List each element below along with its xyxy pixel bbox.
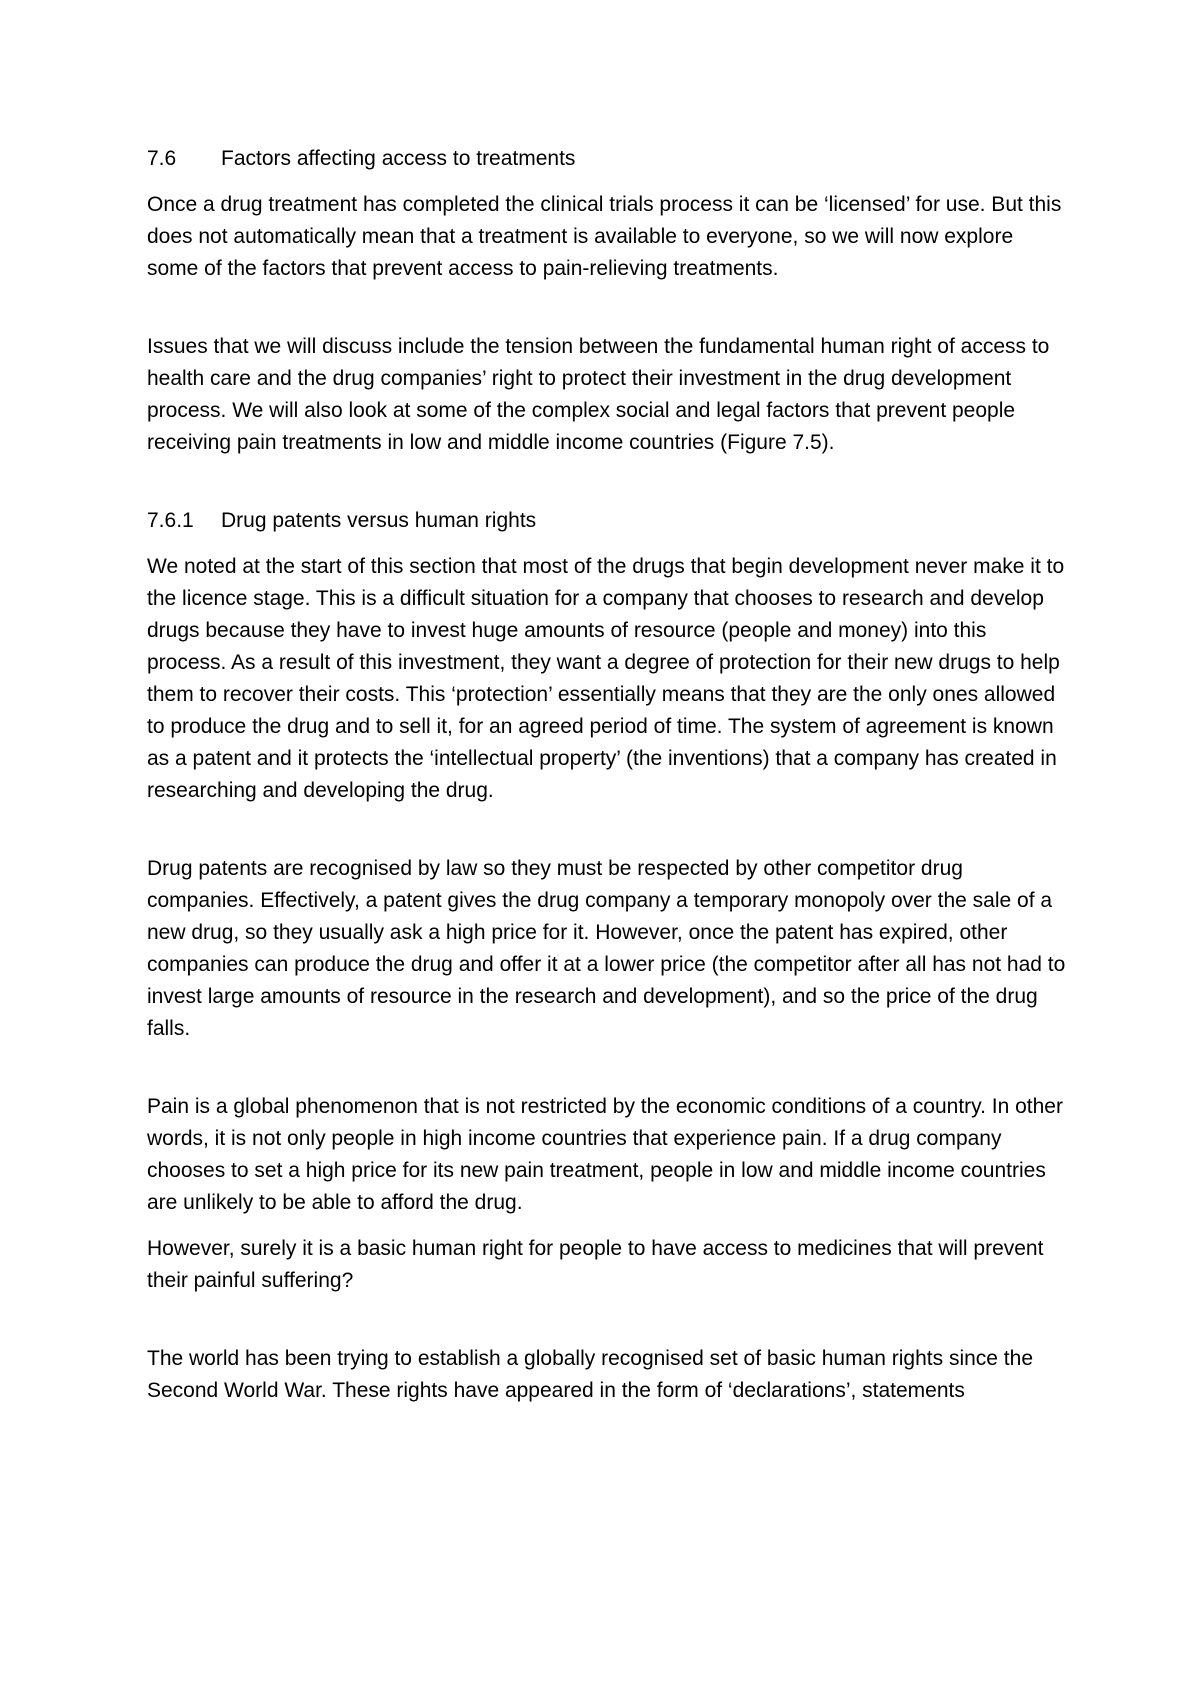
subsection-title: Drug patents versus human rights xyxy=(221,509,537,532)
body-paragraph: We noted at the start of this section that most of the drugs that begin development never make it to the licence stage. This is a difficult situation for a company that chooses to research and develop drugs because they have to invest huge amounts of resource (people and money) into this process. As a result of this investment, they want a degree of protection for their new drugs to help them to recover their costs. This ‘protection’ essentially means that they are the only ones allowed to produce the drug and to sell it, for an agreed period of time. The system of agreement is known as a patent and it protects the ‘intellectual property’ (the inventions) that a company has created in researching and developing the drug. xyxy=(147,555,1065,802)
body-paragraph: However, surely it is a basic human right for people to have access to medicines that will prevent their painful suffering? xyxy=(147,1237,1044,1292)
section-title: Factors affecting access to treatments xyxy=(221,147,576,170)
subsection-heading xyxy=(147,505,1067,537)
section-heading xyxy=(147,143,1067,175)
section-number: 7.6 xyxy=(147,147,177,170)
body-paragraph: Drug patents are recognised by law so they must be respected by other competitor drug companies. Effectively, a patent gives the drug company a temporary monopoly over the sale of a new drug, so they usually ask a high price for it. However, once the patent has expired, other companies can produce the drug and offer it at a lower price (the competitor after all has not had to invest large amounts of resource in the research and development), and so the price of the drug falls. xyxy=(147,857,1066,1040)
document-content xyxy=(147,143,1067,1407)
subsection-number: 7.6.1 xyxy=(147,509,194,532)
intro-paragraph: Issues that we will discuss include the tension between the fundamental human right of access to health care and the drug companies’ right to protect their investment in the drug development process. We will also look at some of the complex social and legal factors that prevent people receiving pain treatments in low and middle income countries (Figure 7.5). xyxy=(147,335,1050,454)
intro-paragraph: Once a drug treatment has completed the clinical trials process it can be ‘licensed’ for use. But this does not automatically mean that a treatment is available to everyone, so we will now explore some of the factors that prevent access to pain-relieving treatments. xyxy=(147,193,1062,280)
body-paragraph: The world has been trying to establish a globally recognised set of basic human rights since the Second World War. These rights have appeared in the form of ‘declarations’, statements xyxy=(147,1347,1033,1402)
body-paragraph: Pain is a global phenomenon that is not restricted by the economic conditions of a country. In other words, it is not only people in high income countries that experience pain. If a drug company chooses to set a high price for its new pain treatment, people in low and middle income countries are unlikely to be able to afford the drug. xyxy=(147,1095,1063,1214)
